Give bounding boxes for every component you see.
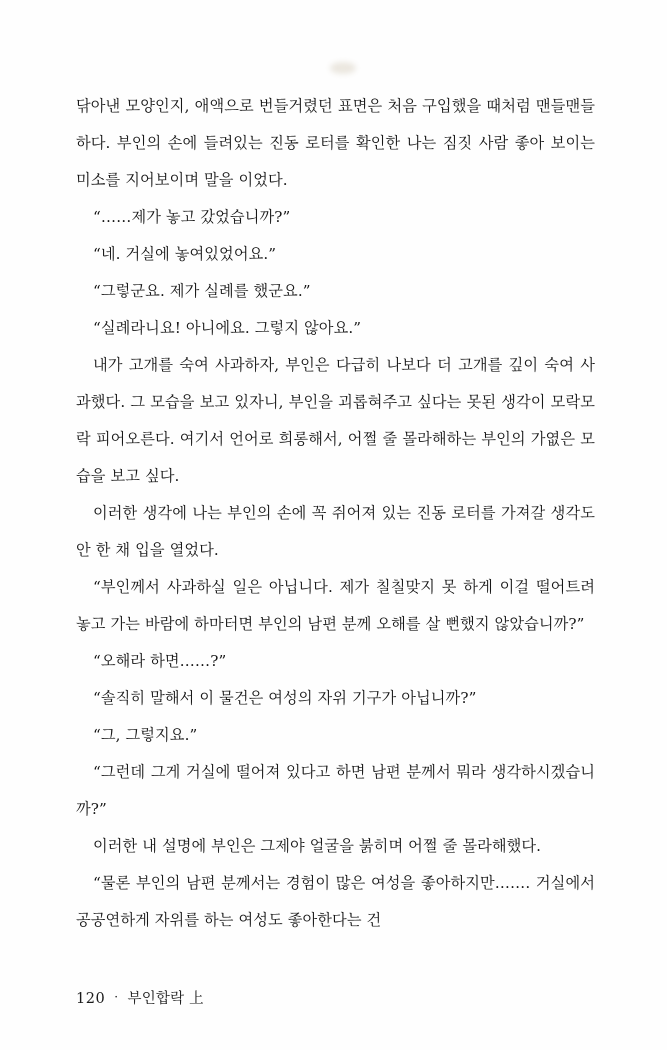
paragraph-11: “그, 그렇지요.”	[93, 726, 198, 744]
scan-smudge	[330, 62, 356, 74]
paragraph-13: 이러한 내 설명에 부인은 그제야 얼굴을 붉히며 어쩔 줄 몰라해했다.	[93, 837, 542, 855]
paragraph-12: “그런데 그게 거실에 떨어져 있다고 하면 남편 분께서 뭐라 생각하시겠습니까?”	[76, 763, 595, 818]
paragraph-1: 닦아낸 모양인지, 애액으로 번들거렸던 표면은 처음 구입했을 때처럼 맨들맨들하다. 부인의 손에 들려있는 진동 로터를 확인한 나는 짐짓 사람 좋아 보이는 미소를 지어보이며 말을 이었다.	[76, 97, 595, 189]
paragraph-3: “네. 거실에 놓여있었어요.”	[93, 245, 277, 263]
footer-separator: ·	[114, 990, 119, 1004]
page-footer	[76, 987, 204, 1008]
paragraph-9: “오해라 하면……?”	[93, 652, 227, 670]
paragraph-6: 내가 고개를 숙여 사과하자, 부인은 다급히 나보다 더 고개를 깊이 숙여 사과했다. 그 모습을 보고 있자니, 부인을 괴롭혀주고 싶다는 못된 생각이 모락모락 피어오른다. 여기서 언어로 희롱해서, 어쩔 줄 몰라해하는 부인의 가엾은 모습을 보고 싶다.	[76, 356, 595, 485]
paragraph-10: “솔직히 말해서 이 물건은 여성의 자위 기구가 아닙니까?”	[93, 689, 477, 707]
paragraph-8: “부인께서 사과하실 일은 아닙니다. 제가 칠칠맞지 못 하게 이걸 떨어트려 놓고 가는 바람에 하마터면 부인의 남편 분께 오해를 살 뻔했지 않았습니까?”	[76, 578, 595, 633]
paragraph-7: 이러한 생각에 나는 부인의 손에 꼭 쥐어져 있는 진동 로터를 가져갈 생각도 안 한 채 입을 열었다.	[76, 504, 595, 559]
page-number: 120	[76, 991, 106, 1007]
paragraph-2: “……제가 놓고 갔었습니까?”	[93, 208, 291, 226]
paragraph-5: “실례라니요! 아니에요. 그렇지 않아요.”	[93, 319, 362, 337]
book-title: 부인합락 上	[127, 991, 204, 1007]
paragraph-14: “물론 부인의 남편 분께서는 경험이 많은 여성을 좋아하지만……. 거실에서 공공연하게 자위를 하는 여성도 좋아한다는 건	[76, 874, 595, 929]
page-body	[76, 88, 595, 939]
paragraph-4: “그렇군요. 제가 실례를 했군요.”	[93, 282, 311, 300]
